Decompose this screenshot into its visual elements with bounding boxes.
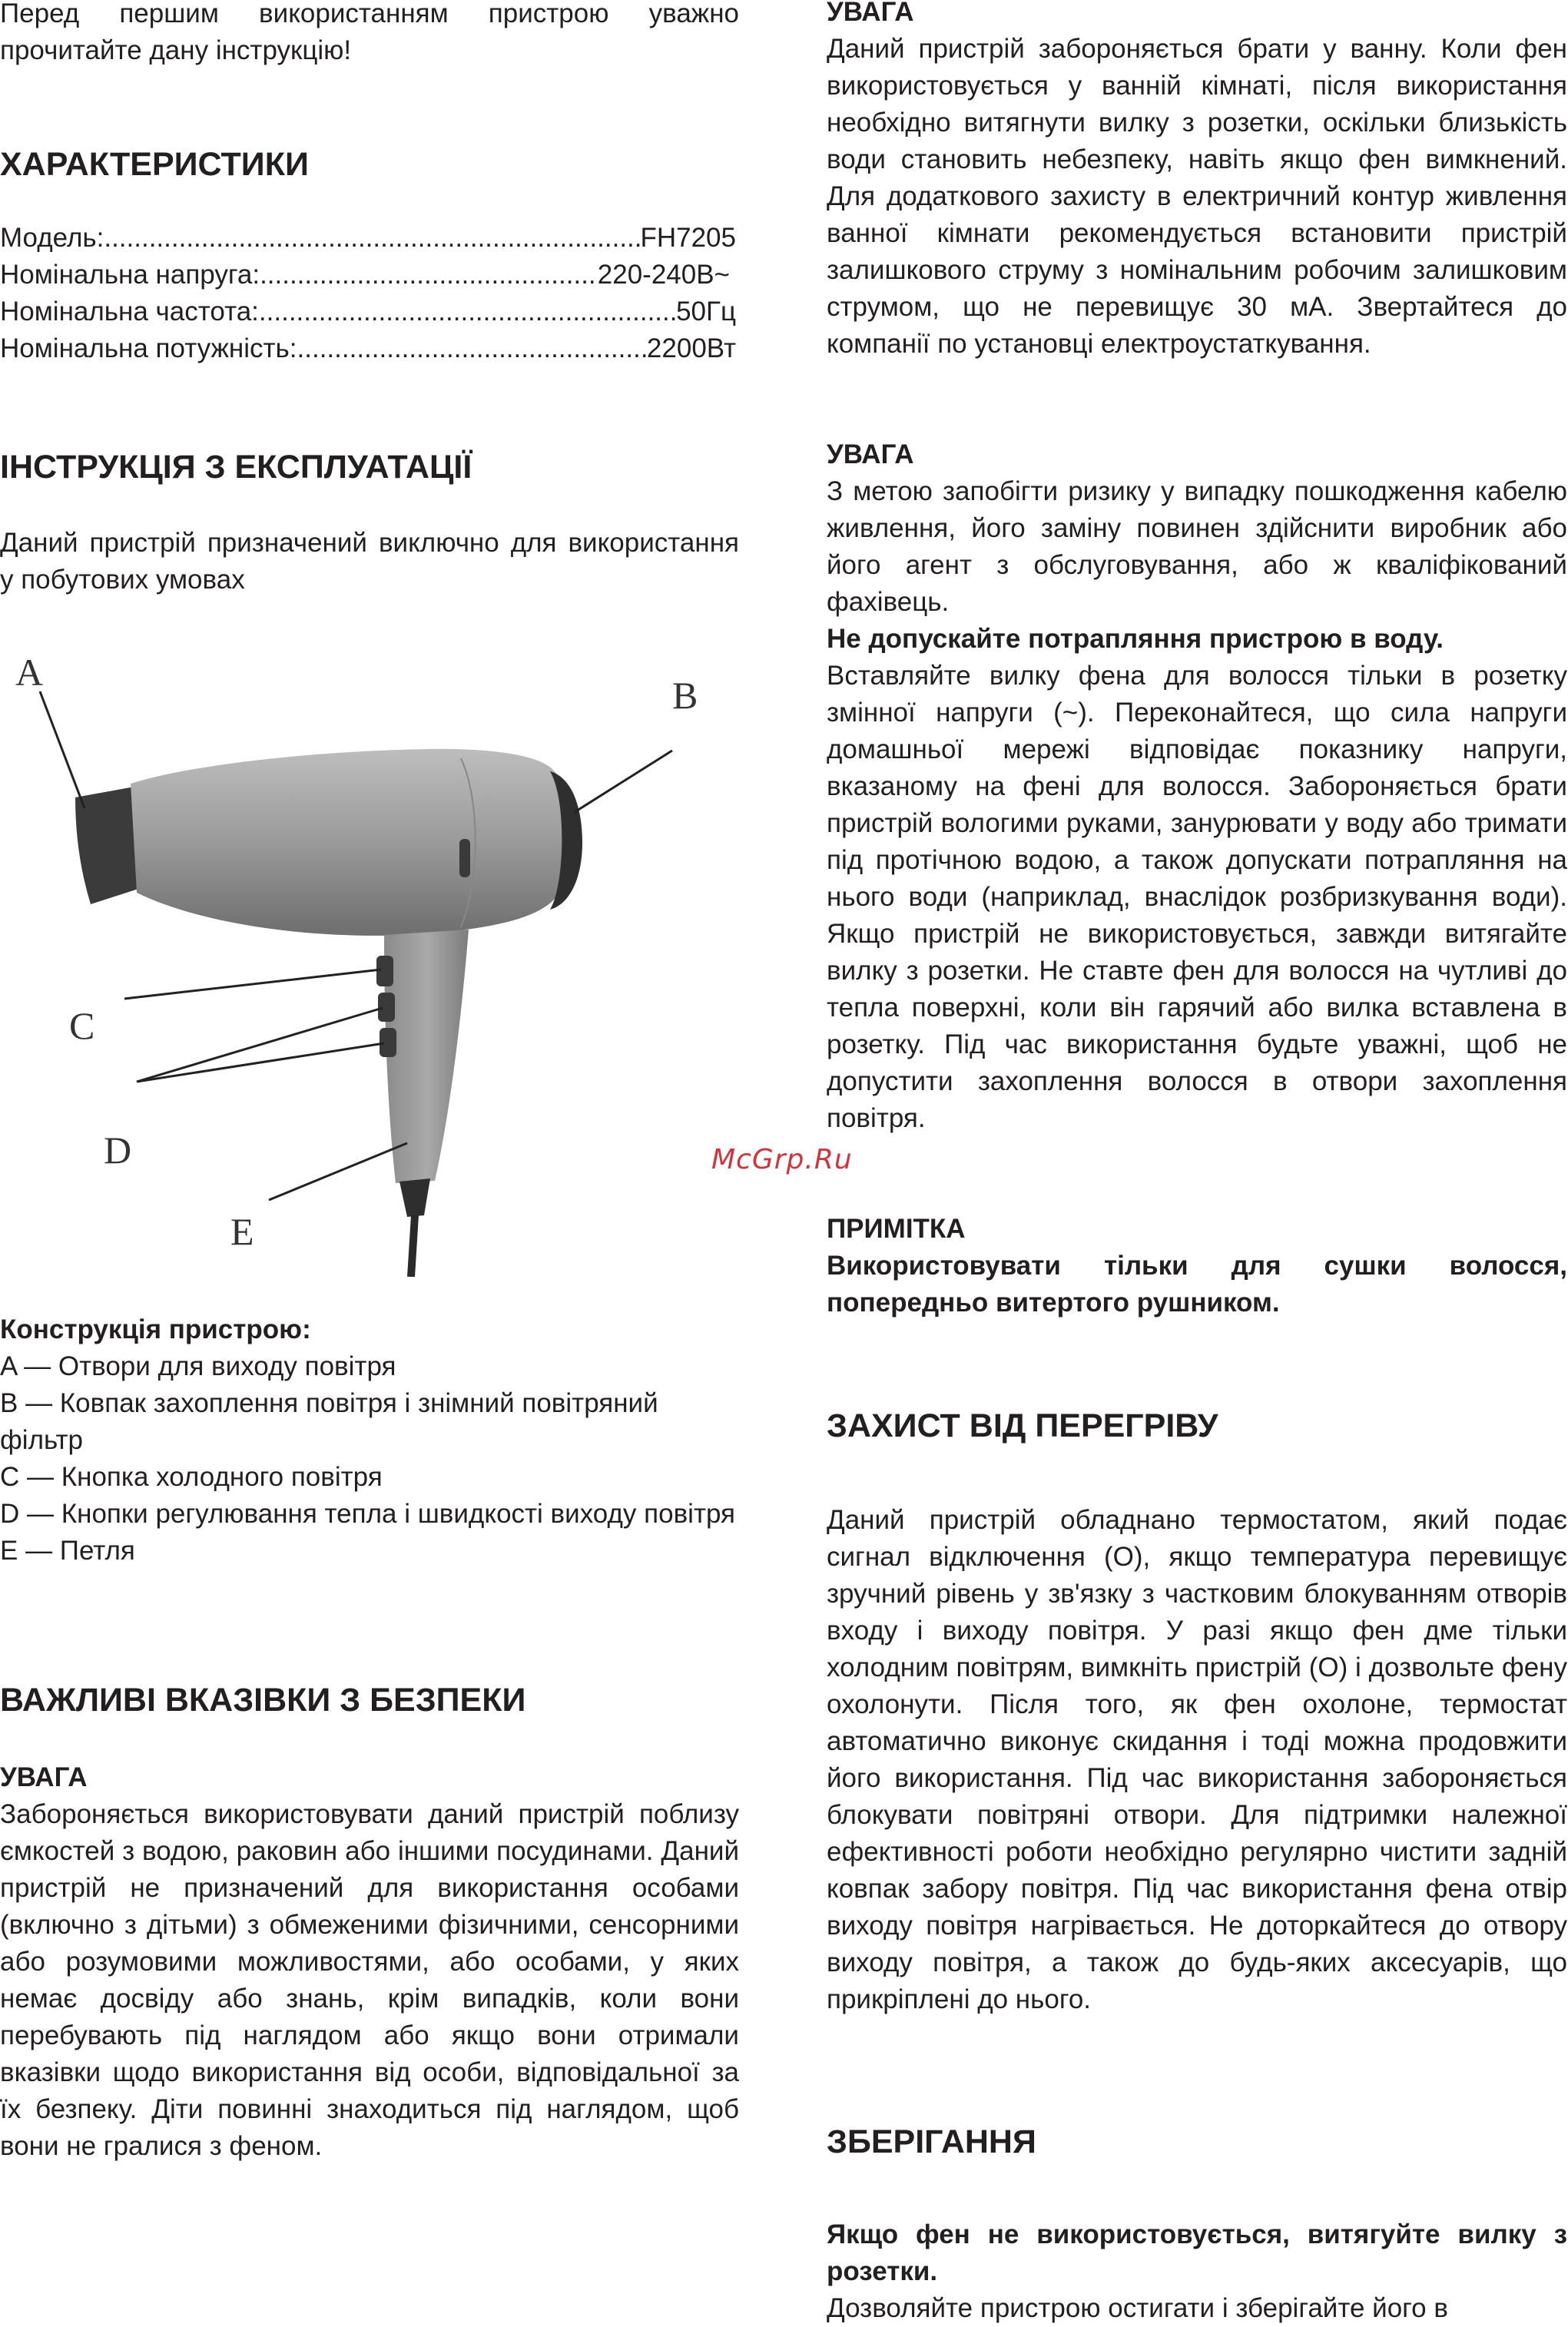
construction-item: B — Ковпак захоплення повітря і знімний повітряний фільтр	[0, 1388, 658, 1455]
spec-label: Номінальна потужність:	[0, 333, 297, 363]
power-cord	[411, 1215, 415, 1277]
safety-heading: ВАЖЛИВІ ВКАЗІВКИ З БЕЗПЕКИ	[0, 1682, 526, 1719]
water-warning-text: Вставляйте вилку фена для волосся тільки в розетку змінної напруги (~). Переконайтеся, що сила напруги домашньої мережі відповідає показнику напруги, вказаному на фені для волосся. Забороняється брати пристрій вологими руками, занурювати у воду або тримати під протічною водою, а також допускати потрапляння на нього води (наприклад, внаслідок розбризкування води). Якщо пристрій не використовується, завжди витягайте вилку з розетки. Не ставте фен для волосся на чутливі до тепла поверхні, коли він гарячий або вилка вставлена в розетку. Під час використання будьте уважні, щоб не допустити захоплення волосся в отвори захоплення повітря.	[827, 661, 1567, 1133]
label-a: A	[15, 651, 44, 694]
control-button	[376, 956, 393, 986]
hair-dryer-diagram	[0, 624, 753, 1277]
construction-item: E — Петля	[0, 1536, 135, 1566]
characteristics-heading: ХАРАКТЕРИСТИКИ	[0, 146, 309, 183]
hair-dryer-illustration	[0, 624, 753, 1277]
note-text: Використовувати тільки для сушки волосся, попередньо витертого рушником.	[827, 1251, 1567, 1318]
spec-value: 220-240В~	[597, 260, 730, 290]
construction-item: D — Кнопки регулювання тепла і швидкості виходу повітря	[0, 1499, 735, 1529]
spec-row-power	[0, 330, 736, 367]
spec-value: 2200Вт	[646, 333, 736, 363]
dryer-handle	[384, 930, 469, 1183]
air-outlet-nozzle	[75, 787, 138, 904]
storage-bold: Якщо фен не використовується, витягуйте вилку з розетки.	[827, 2219, 1567, 2286]
operation-text: Даний пристрій призначений виключно для використання у побутових умовах	[0, 528, 739, 595]
safety-warning-text: Забороняється використовувати даний пристрій поблизу ємкостей з водою, раковин або іншими посудинами. Даний пристрій не призначений для використання особами (включно з дітьми) з обмеженими фізичними, сенсорними або розумовими можливостями, або особами, у яких немає досвіду або знань, крім випадків, коли вони перебувають під наглядом або якщо вони отримали вказівки щодо використання від особи, відповідальної за їх безпеку. Діти повинні знаходиться під наглядом, щоб вони не гралися з феном.	[0, 1799, 739, 2161]
water-warning-bold: Не допускайте потрапляння пристрою в воду.	[827, 624, 1444, 654]
construction-heading: Конструкція пристрою:	[0, 1314, 311, 1344]
label-c: C	[69, 1004, 95, 1047]
side-button	[459, 839, 470, 877]
operation-heading: ІНСТРУКЦІЯ З ЕКСПЛУАТАЦІЇ	[0, 449, 472, 486]
construction-list	[0, 1348, 739, 1570]
dryer-body	[131, 749, 571, 936]
spec-row-voltage	[0, 257, 730, 293]
warning2-text: З метою запобігти ризику у випадку пошкодження кабелю живлення, його заміну повинен здійснити виробник або його агент з обслуговування, або ж кваліфікований фахівець.	[827, 476, 1567, 617]
label-e: E	[230, 1210, 254, 1253]
spec-value: 50Гц	[676, 297, 736, 327]
construction-item: C — Кнопка холодного повітря	[0, 1462, 383, 1492]
overheat-text: Даний пристрій обладнано термостатом, який подає сигнал відключення (O), якщо температура перевищує зручний рівень у зв'язку з частковим блокуванням отворів входу і виходу повітря. У разі якщо фен дме тільки холодним повітрям, вимкніть пристрій (O) і дозвольте фену охолонути. Після того, як фен охолоне, термостат автоматично виконує скидання і тоді можна продовжити його використання. Під час використання забороняється блокувати повітряні отвори. Для підтримки належної ефективності роботи необхідно регулярно чистити задній ковпак забору повітря. Під час використання фена отвір виходу повітря нагрівається. Не доторкайтеся до отвору виходу повітря, а також до будь-яких аксесуарів, що прикріплені до нього.	[827, 1505, 1567, 2014]
characteristics-list	[0, 220, 736, 367]
note-label: ПРИМІТКА	[827, 1214, 966, 1244]
label-d: D	[104, 1129, 132, 1172]
warning2-label: УВАГА	[827, 439, 914, 469]
spec-row-frequency	[0, 293, 736, 330]
spec-label: Модель:	[0, 223, 104, 253]
overheat-heading: ЗАХИСТ ВІД ПЕРЕГРІВУ	[827, 1407, 1218, 1444]
storage-text: Дозволяйте пристрою остигати і зберігайте його в	[827, 2293, 1448, 2323]
cord-strain-relief	[399, 1178, 430, 1217]
spec-label: Номінальна частота:	[0, 297, 259, 327]
spec-row-model	[0, 220, 736, 257]
warning1-text: Даний пристрій забороняється брати у ванну. Коли фен використовується у ванній кімнаті, після використання необхідно витягнути вилку з розетки, оскільки близькість води становить небезпеку, навіть якщо фен вимкнений. Для додаткового захисту в електричний контур живлення ванної кімнати рекомендується встановити пристрій залишкового струму з номінальним робочим залишковим струмом, що не перевищує 30 мА. Звертайтеся до компанії по установці електроустаткування.	[827, 34, 1567, 359]
control-button	[378, 993, 395, 1022]
spec-value: FH7205	[640, 223, 736, 253]
construction-item: A — Отвори для виходу повітря	[0, 1351, 396, 1381]
watermark: McGrp.Ru	[711, 1144, 853, 1175]
warning1-label: УВАГА	[827, 0, 914, 27]
intro-text: Перед першим використанням пристрою уважно прочитайте дану інструкцію!	[0, 0, 739, 65]
spec-label: Номінальна напруга:	[0, 260, 260, 290]
safety-warning-label: УВАГА	[0, 1762, 88, 1792]
label-b: B	[672, 674, 698, 717]
storage-heading: ЗБЕРІГАННЯ	[827, 2123, 1036, 2160]
